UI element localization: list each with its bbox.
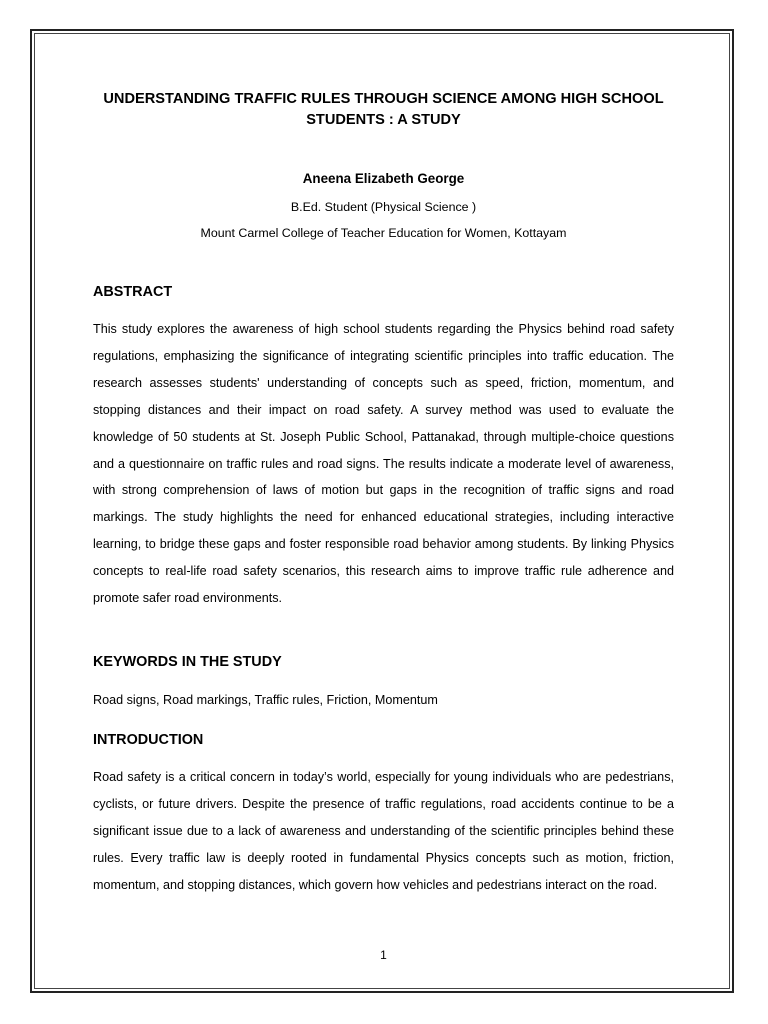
keywords-heading: KEYWORDS IN THE STUDY	[93, 654, 282, 670]
author-institution: Mount Carmel College of Teacher Education for Women, Kottayam	[200, 226, 567, 240]
keywords-body: Road signs, Road markings, Traffic rules, Friction, Momentum	[93, 693, 438, 707]
page-number: 1	[380, 948, 387, 962]
introduction-heading: INTRODUCTION	[93, 732, 204, 748]
author-role: B.Ed. Student (Physical Science )	[290, 200, 477, 214]
introduction-body: Road safety is a critical concern in today’s world, especially for young individuals who are pedestrians, cyclists, or future drivers. Despite the presence of traffic regulations, road accidents continue to be a significant issue due to a lack of awareness and understanding of the scientific principles behind these rules. Every traffic law is deeply rooted in fundamental Physics concepts such as motion, friction, momentum, and stopping distances, which govern how vehicles and pedestrians interact on the road.	[93, 770, 674, 892]
paper-title: UNDERSTANDING TRAFFIC RULES THROUGH SCIENCE AMONG HIGH SCHOOL STUDENTS : A STUDY	[103, 91, 664, 128]
author-name: Aneena Elizabeth George	[302, 171, 465, 186]
abstract-body: This study explores the awareness of high school students regarding the Physics behind road safety regulations, emphasizing the significance of integrating scientific principles into traffic education. The research assesses students' understanding of concepts such as speed, friction, momentum, and stopping distances and their impact on road safety. A survey method was used to evaluate the knowledge of 50 students at St. Joseph Public School, Pattanakad, through multiple-choice questions and a questionnaire on traffic rules and road signs. The results indicate a moderate level of awareness, with strong comprehension of laws of motion but gaps in the recognition of traffic signs and road markings. The study highlights the need for enhanced educational strategies, including interactive learning, to bridge these gaps and foster responsible road behavior among students. By linking Physics concepts to real-life road safety scenarios, this research aims to improve traffic rule adherence and promote safer road environments.	[93, 322, 674, 606]
abstract-heading: ABSTRACT	[93, 284, 173, 300]
